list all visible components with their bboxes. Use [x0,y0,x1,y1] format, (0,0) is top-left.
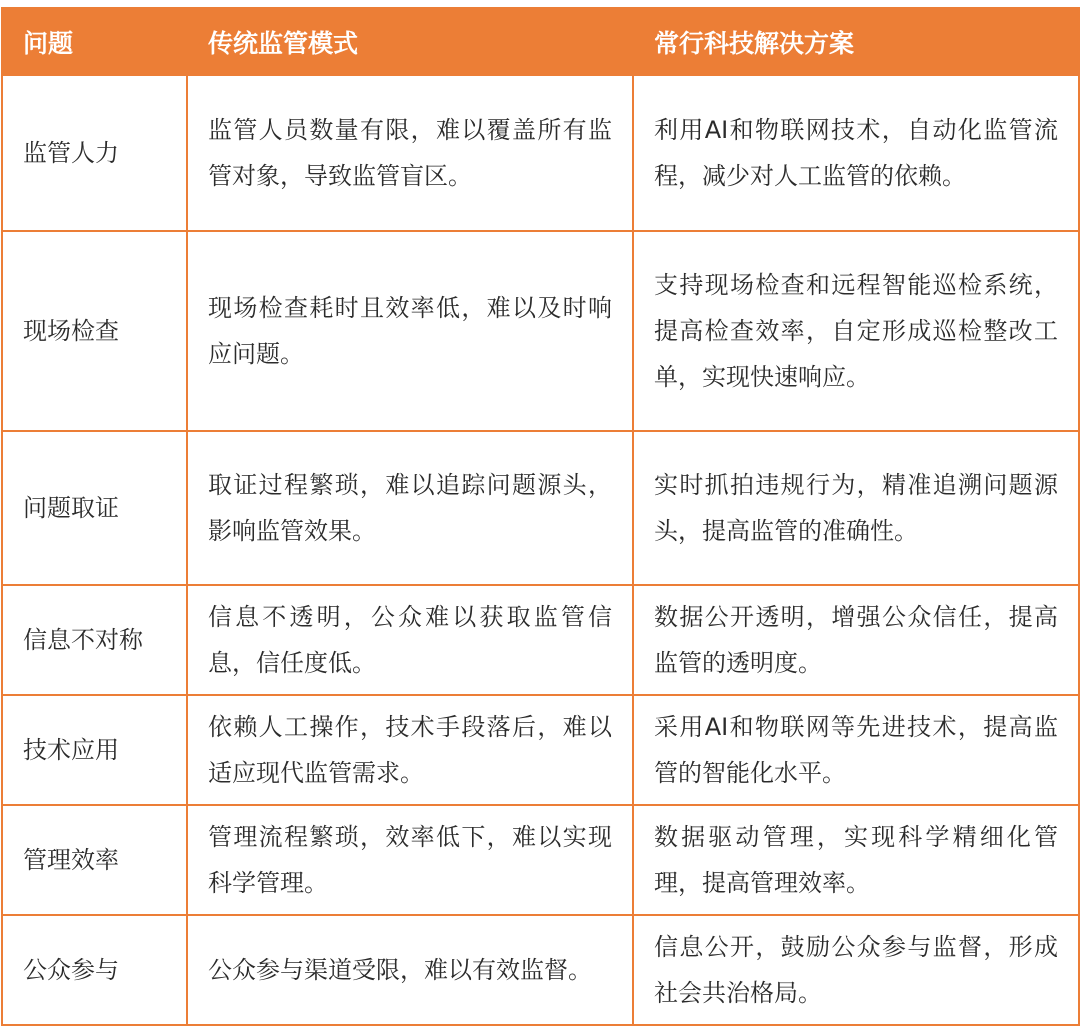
solution-cell: 支持现场检查和远程智能巡检系统，提高检查效率，自定形成巡检整改工单，实现快速响应。 [633,231,1079,431]
table-row [2,915,1079,1025]
traditional-cell: 依赖人工操作，技术手段落后，难以适应现代监管需求。 [187,695,633,805]
solution-cell: 数据驱动管理，实现科学精细化管理，提高管理效率。 [633,805,1079,915]
issue-cell: 信息不对称 [2,585,187,695]
table-row [2,695,1079,805]
header-issue: 问题 [2,8,187,75]
table-row [2,431,1079,585]
traditional-cell: 公众参与渠道受限，难以有效监督。 [187,915,633,1025]
solution-cell: 实时抓拍违规行为，精准追溯问题源头，提高监管的准确性。 [633,431,1079,585]
issue-cell: 管理效率 [2,805,187,915]
traditional-cell: 现场检查耗时且效率低，难以及时响应问题。 [187,231,633,431]
issue-cell: 问题取证 [2,431,187,585]
issue-cell: 现场检查 [2,231,187,431]
header-solution: 常行科技解决方案 [633,8,1079,75]
comparison-table [1,7,1080,1026]
solution-cell: 信息公开，鼓励公众参与监督，形成社会共治格局。 [633,915,1079,1025]
header-traditional: 传统监管模式 [187,8,633,75]
traditional-cell: 信息不透明，公众难以获取监管信息，信任度低。 [187,585,633,695]
header-row [2,8,1079,75]
table-row [2,585,1079,695]
solution-cell: 利用AI和物联网技术，自动化监管流程，减少对人工监管的依赖。 [633,75,1079,231]
solution-cell: 采用AI和物联网等先进技术，提高监管的智能化水平。 [633,695,1079,805]
issue-cell: 技术应用 [2,695,187,805]
traditional-cell: 监管人员数量有限，难以覆盖所有监管对象，导致监管盲区。 [187,75,633,231]
table-row [2,75,1079,231]
table-row [2,231,1079,431]
issue-cell: 公众参与 [2,915,187,1025]
table-row [2,805,1079,915]
traditional-cell: 取证过程繁琐，难以追踪问题源头，影响监管效果。 [187,431,633,585]
traditional-cell: 管理流程繁琐，效率低下，难以实现科学管理。 [187,805,633,915]
solution-cell: 数据公开透明，增强公众信任，提高监管的透明度。 [633,585,1079,695]
issue-cell: 监管人力 [2,75,187,231]
